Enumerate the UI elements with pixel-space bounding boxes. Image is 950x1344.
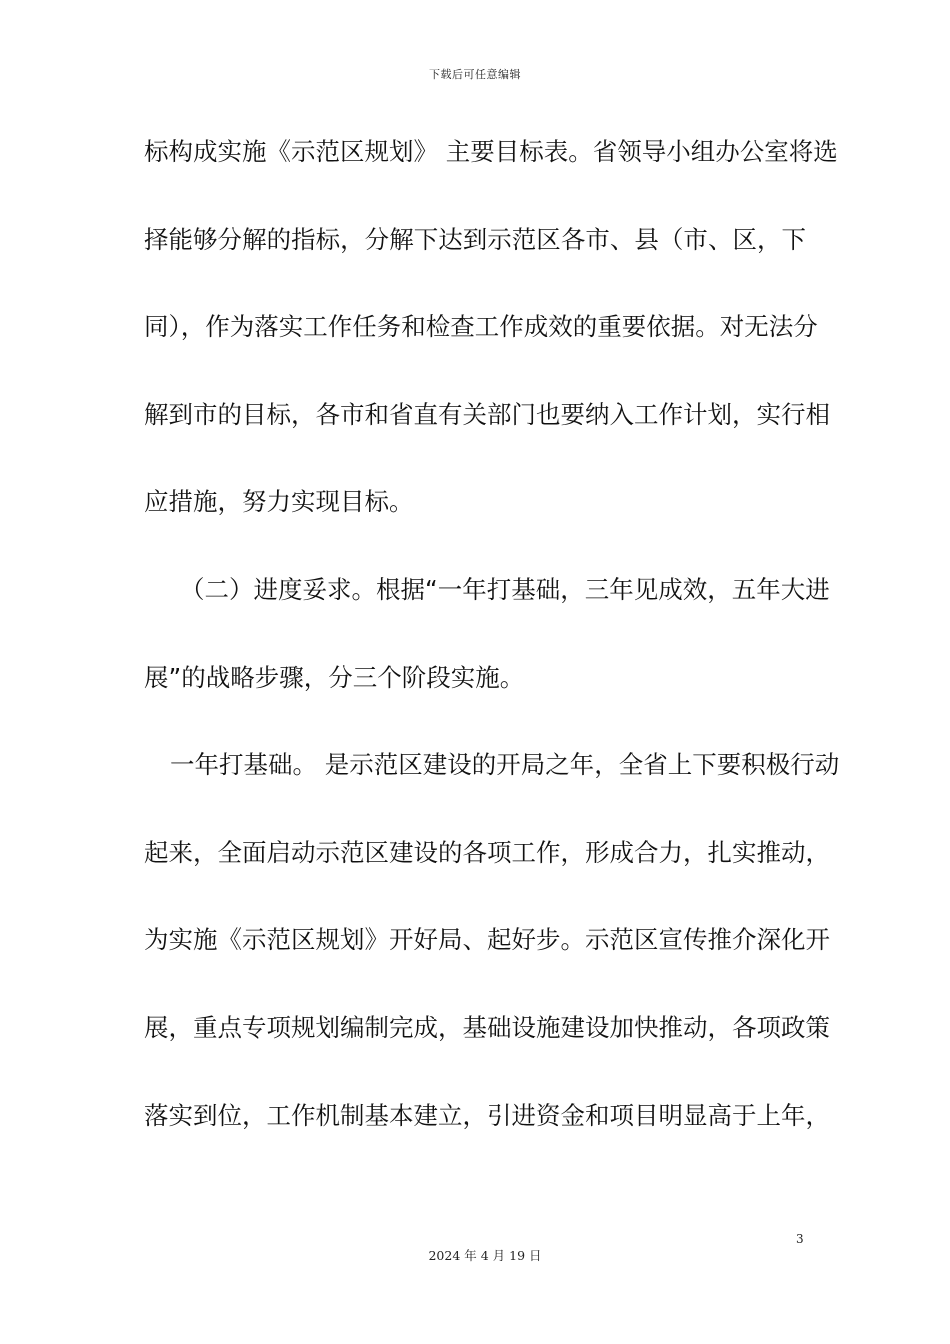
body-line: 标构成实施《示范区规划》 主要目标表。省领导小组办公室将选 (144, 137, 838, 166)
body-line: 落实到位，工作机制基本建立，引进资金和项目明显高于上年， (144, 1100, 830, 1130)
body-line: 解到市的目标，各市和省直有关部门也要纳入工作计划，实行相 (144, 399, 830, 429)
page-header-note: 下载后可任意编辑 (429, 68, 521, 81)
body-line: （二）进度妥求。根据“一年打基础，三年见成效，五年大进 (180, 574, 830, 604)
footer-date: 2024 年 4 月 19 日 (428, 1248, 542, 1263)
body-line: 起来，全面启动示范区建设的各项工作，形成合力，扎实推动， (144, 837, 830, 867)
body-line: 展”的战略步骤，分三个阶段实施。 (144, 662, 525, 692)
body-line: 同），作为落实工作任务和检查工作成效的重要依据。对无法分 (144, 312, 818, 342)
body-line: 为实施《示范区规划》开好局、起好步。示范区宣传推介深化开 (144, 925, 830, 955)
body-line: 展，重点专项规划编制完成，基础设施建设加快推动，各项政策 (144, 1012, 830, 1042)
body-line: 择能够分解的指标，分解下达到示范区各市、县（市、区，下 (144, 224, 806, 254)
page-number: 3 (796, 1232, 804, 1246)
body-line: 一年打基础。 是示范区建设的开局之年，全省上下要积极行动 (170, 750, 840, 780)
document-body (144, 128, 840, 1179)
body-line: 应措施，努力实现目标。 (144, 487, 414, 517)
